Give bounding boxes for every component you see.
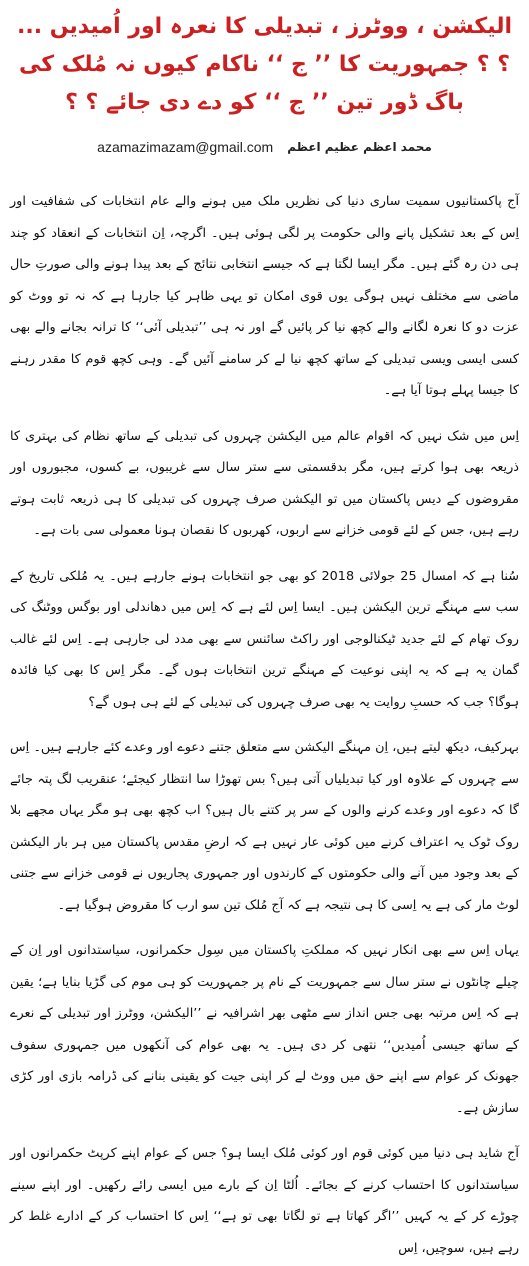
byline [10, 136, 519, 158]
author-email[interactable]: azamazimazam@gmail.com [97, 139, 274, 155]
paragraph: اِس میں شک نہیں کہ اقوام عالم میں الیکشن چہروں کی تبدیلی کے ساتھ نظام کی بہتری کا ذریعہ بھی ہوا کرتے ہیں، مگر بدقسمتی سے ستر سال سے غریبوں، بے کسوں، مجبوروں اور مقروضوں کے دیس پاکستان میں تو الیکشن صرف چہروں کی تبدیلی کا ہی ذریعہ ثابت ہوتے رہے ہیں، جس کے لئے قومی خزانے سے اربوں، کھربوں کا نقصان ہونا معمولی سی بات ہے۔ [10, 428, 519, 538]
paragraph: بہرکیف، دیکھ لیتے ہیں، اِن مہنگے الیکشن سے متعلق جتنے دعوے اور وعدے کئے جارہے ہیں۔ اِس سے چہروں کے علاوہ اور کیا تبدیلیاں آتی ہیں؟ بس تھوڑا سا انتظار کیجئے؛ عنقریب لگ پتہ جائے گا کہ دعوے اور وعدے کرنے والوں کے سر پر کتنے بال ہیں؟ اب کچھ بھی ہو مگر یہاں مجھے بلا روک ٹوک یہ اعتراف کرنے میں کوئی عار نہیں ہے کہ ارضِ مقدس پاکستان میں ہر بار الیکشن کے بعد وجود میں آنے والی حکومتوں کے کارندوں اور جمہوری پجاریوں نے قومی خزانے سے جتنی لوٹ مار کی ہے یہ اِسی کا ہی نتیجہ ہے کہ آج مُلک تین سو ارب کا مقروض ہوگیا ہے۔ [10, 740, 519, 913]
paragraph: یہاں اِس سے بھی انکار نہیں کہ مملکتِ پاکستان میں سِول حکمرانوں، سیاستدانوں اور اِن کے چیلے چانٹوں نے ستر سال سے جمہوریت کے نام پر جمہوریت کو ہی موم کی گڑیا بنایا ہے؛ یقین ہے کہ اِس مرتبہ بھی جس انداز سے مٹھی بھر اشرافیہ نے ’’الیکشن، ووٹرز اور تبدیلی کے نعرے کے ساتھ جیسی اُمیدیں‘‘ نتھی کر دی ہیں۔ یہ بھی عوام کی آنکھوں میں جمہوری سفوف جھونک کر عوام سے اپنے حق میں ووٹ لے کر اپنی جیت کو یقینی بنانے کی ڈرامہ بازی اور کڑی سازش ہے۔ [10, 943, 519, 1116]
article-title: الیکشن ، ووٹرز ، تبدیلی کا نعرہ اور اُمیدیں ... ؟ ؟ جمہوریت کا ’’ ج ‘‘ ناکام کیوں نہ مُلک کی باگ ڈور تین ’’ ج ‘‘ کو دے دی جائے ؟ ؟ [17, 14, 512, 115]
author-name: محمد اعظم عظیم اعظم [287, 140, 432, 154]
paragraph: آج شاید ہی دنیا میں کوئی قوم اور کوئی مُلک ایسا ہو؟ جس کے عوام اپنے کرپٹ حکمرانوں اور سیاستدانوں کا احتساب کرنے کے بجائے۔ اُلٹا اِن کے بارے میں ایسی رائے رکھیں۔ اور اپنے سینے چوڑے کر کے یہ کہیں ’’اگر کھاتا ہے تو لگاتا بھی تو ہے‘‘ اِس کا احتساب کر کے ادارے غلط کر رہے ہیں، سوچیں، اِس [10, 1146, 519, 1256]
article-page [0, 8, 529, 1266]
article-body [10, 186, 519, 1264]
paragraph: آج پاکستانیوں سمیت ساری دنیا کی نظریں ملک میں ہونے والے عام انتخابات کی شفافیت اور اِس کے بعد تشکیل پانے والی حکومت پر لگی ہوئی ہیں۔ اگرچہ، اِن انتخابات کے انعقاد کو چند ہی دن رہ گئے ہیں۔ مگر ایسا لگتا ہے کہ جیسے انتخابی نتائج کے بعد پیدا ہونے والی صورتِ حال ماضی سے مختلف نہیں ہوگی یوں قوی امکان تو یہی ظاہر کیا جارہا ہے کہ نہ تو ووٹ کو عزت دو کا نعرہ لگانے والے کچھ نیا کر پائیں گے اور نہ ہی ’’تبدیلی آئی‘‘ کا ترانہ بجانے والے بھی کسی ایسی ویسی تبدیلی کے ساتھ کچھ نیا لے کر سامنے آئیں گے۔ وہی کچھ قوم کا مقدر رہنے کا جیسا پہلے ہوتا آیا ہے۔ [10, 194, 519, 398]
paragraph: سُنا ہے کہ امسال 25 جولائی 2018 کو بھی جو انتخابات ہونے جارہے ہیں۔ یہ مُلکی تاریخ کے سب سے مہنگے ترین الیکشن ہیں۔ ایسا اِس لئے ہے کہ اِس میں دھاندلی اور بوگس ووٹنگ کی روک تھام کے لئے جدید ٹیکنالوجی اور راکٹ سائنس سے بھی مدد لی جارہی ہے۔ اِس لئے غالب گمان یہ ہے کہ یہ اپنی نوعیت کے مہنگے ترین انتخابات ہوں گے۔ مگر اِس کا بھی کیا فائدہ ہوگا؟ جب کہ حسبِ روایت یہ بھی صرف چہروں کی تبدیلی کے لئے ہی ہوں گے؟ [10, 568, 519, 710]
